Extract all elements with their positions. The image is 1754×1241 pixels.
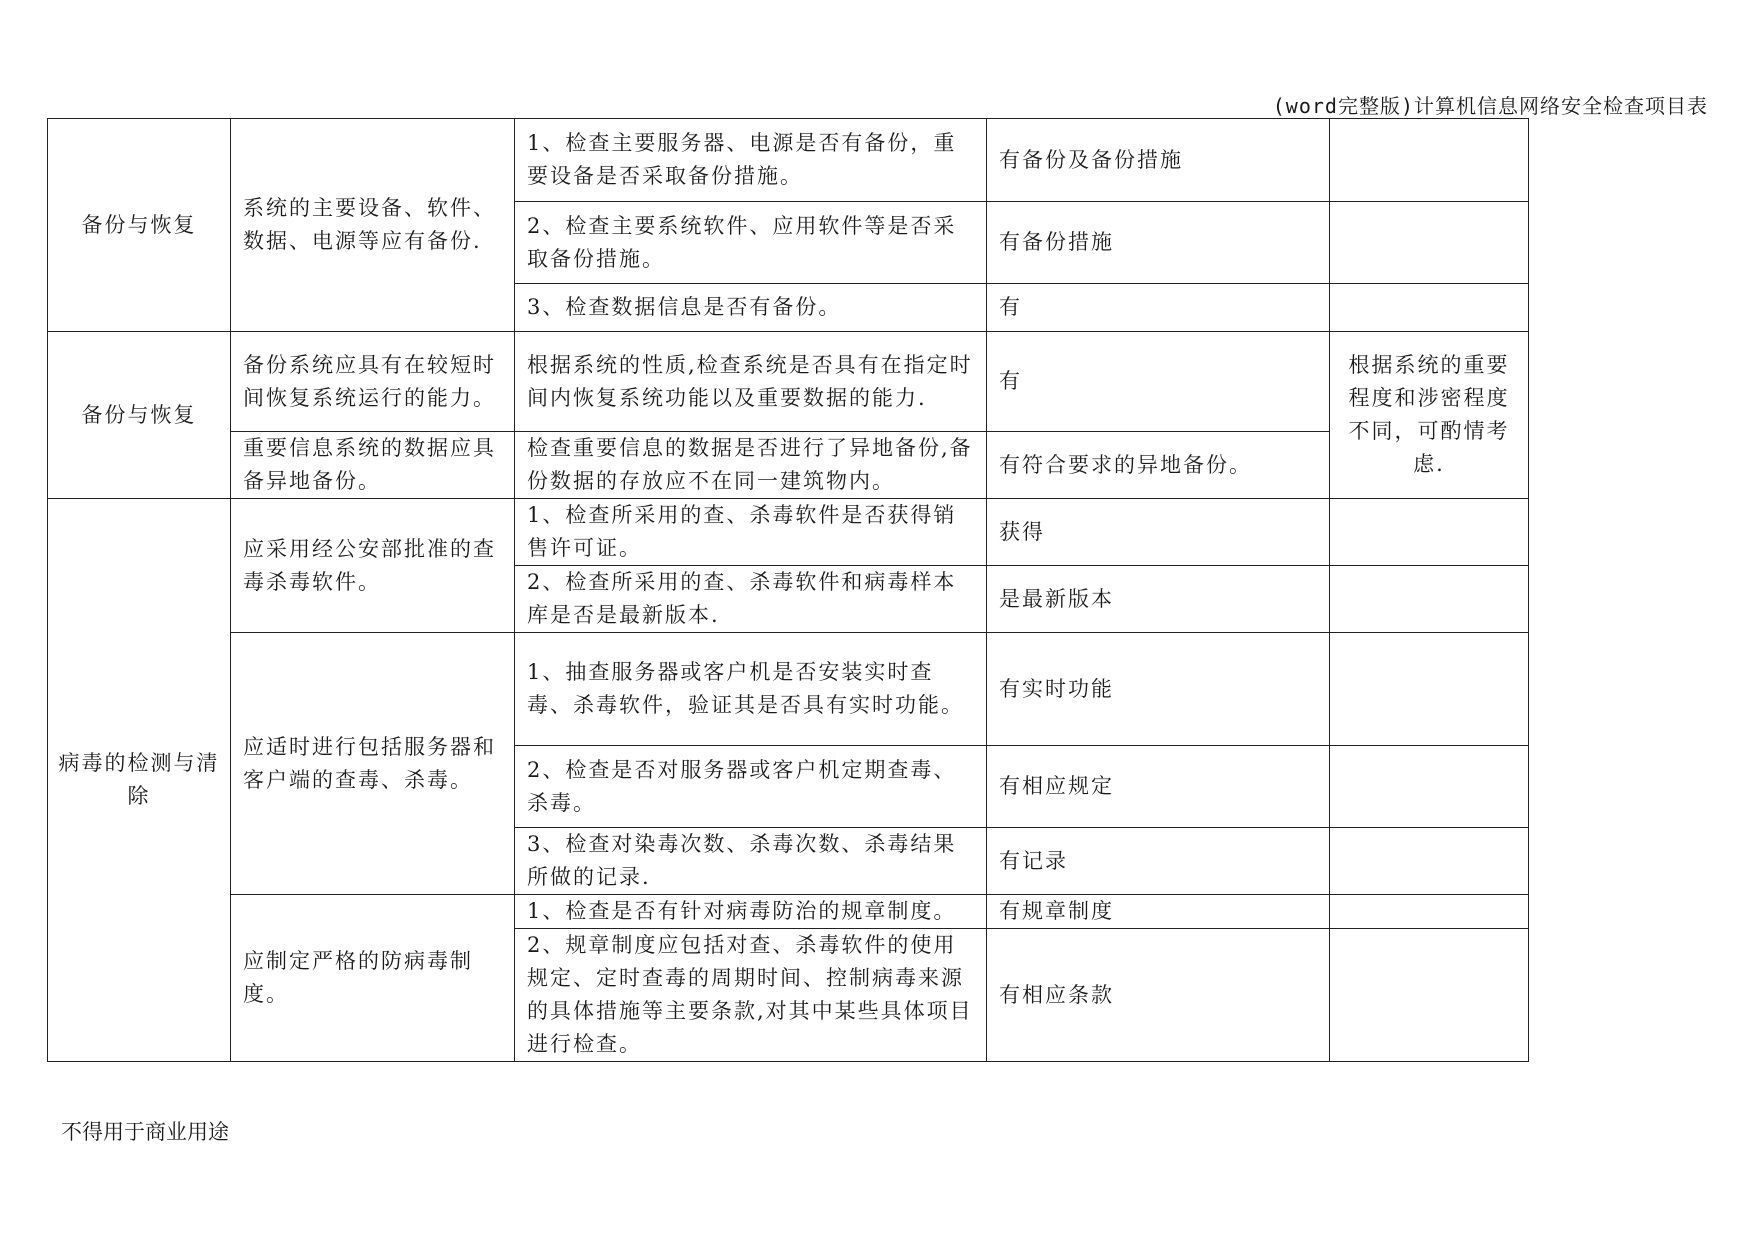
check-method-cell: 1、抽查服务器或客户机是否安装实时查毒、杀毒软件，验证其是否具有实时功能。 bbox=[515, 633, 987, 746]
check-method-cell: 2、规章制度应包括对查、杀毒软件的使用规定、定时查毒的周期时间、控制病毒来源的具体措施等主要条款,对其中某些具体项目进行检查。 bbox=[515, 929, 987, 1062]
check-method-cell: 检查重要信息的数据是否进行了异地备份,备份数据的存放应不在同一建筑物内。 bbox=[515, 432, 987, 499]
category-cell: 备份与恢复 bbox=[48, 332, 231, 499]
requirement-cell: 应制定严格的防病毒制度。 bbox=[231, 895, 515, 1062]
remark-cell bbox=[1330, 929, 1529, 1062]
requirement-cell: 应适时进行包括服务器和客户端的查毒、杀毒。 bbox=[231, 633, 515, 895]
requirement-cell: 重要信息系统的数据应具备异地备份。 bbox=[231, 432, 515, 499]
check-method-cell: 1、检查主要服务器、电源是否有备份，重要设备是否采取备份措施。 bbox=[515, 119, 987, 202]
check-method-cell: 2、检查是否对服务器或客户机定期查毒、杀毒。 bbox=[515, 746, 987, 828]
result-cell: 有相应条款 bbox=[987, 929, 1330, 1062]
remark-cell bbox=[1330, 202, 1529, 284]
remark-cell bbox=[1330, 119, 1529, 202]
remark-cell bbox=[1330, 746, 1529, 828]
remark-cell: 根据系统的重要程度和涉密程度不同，可酌情考虑. bbox=[1330, 332, 1529, 499]
check-method-cell: 根据系统的性质,检查系统是否具有在指定时间内恢复系统功能以及重要数据的能力. bbox=[515, 332, 987, 432]
result-cell: 有 bbox=[987, 284, 1330, 332]
check-method-cell: 3、检查数据信息是否有备份。 bbox=[515, 284, 987, 332]
remark-cell bbox=[1330, 284, 1529, 332]
table-row bbox=[48, 119, 1529, 202]
remark-cell bbox=[1330, 828, 1529, 895]
category-cell: 病毒的检测与清除 bbox=[48, 499, 231, 1062]
remark-cell bbox=[1330, 499, 1529, 566]
table-row bbox=[48, 432, 1529, 499]
check-method-cell: 1、检查是否有针对病毒防治的规章制度。 bbox=[515, 895, 987, 929]
check-method-cell: 2、检查所采用的查、杀毒软件和病毒样本库是否是最新版本. bbox=[515, 566, 987, 633]
result-cell: 是最新版本 bbox=[987, 566, 1330, 633]
result-cell: 有 bbox=[987, 332, 1330, 432]
result-cell: 有符合要求的异地备份。 bbox=[987, 432, 1330, 499]
category-cell: 备份与恢复 bbox=[48, 119, 231, 332]
result-cell: 有备份措施 bbox=[987, 202, 1330, 284]
table-row bbox=[48, 633, 1529, 746]
check-method-cell: 2、检查主要系统软件、应用软件等是否采取备份措施。 bbox=[515, 202, 987, 284]
remark-cell bbox=[1330, 566, 1529, 633]
result-cell: 有规章制度 bbox=[987, 895, 1330, 929]
requirement-cell: 应采用经公安部批准的查毒杀毒软件。 bbox=[231, 499, 515, 633]
document-header: (word完整版)计算机信息网络安全检查项目表 bbox=[1272, 94, 1708, 118]
result-cell: 获得 bbox=[987, 499, 1330, 566]
requirement-cell: 系统的主要设备、软件、数据、电源等应有备份. bbox=[231, 119, 515, 332]
table-row bbox=[48, 895, 1529, 929]
requirement-cell: 备份系统应具有在较短时间恢复系统运行的能力。 bbox=[231, 332, 515, 432]
document-footer: 不得用于商业用途 bbox=[61, 1120, 229, 1144]
remark-cell bbox=[1330, 633, 1529, 746]
result-cell: 有记录 bbox=[987, 828, 1330, 895]
remark-cell bbox=[1330, 895, 1529, 929]
inspection-table bbox=[47, 118, 1529, 1062]
result-cell: 有相应规定 bbox=[987, 746, 1330, 828]
result-cell: 有备份及备份措施 bbox=[987, 119, 1330, 202]
table-row bbox=[48, 332, 1529, 432]
table-row bbox=[48, 499, 1529, 566]
check-method-cell: 1、检查所采用的查、杀毒软件是否获得销售许可证。 bbox=[515, 499, 987, 566]
result-cell: 有实时功能 bbox=[987, 633, 1330, 746]
check-method-cell: 3、检查对染毒次数、杀毒次数、杀毒结果所做的记录. bbox=[515, 828, 987, 895]
